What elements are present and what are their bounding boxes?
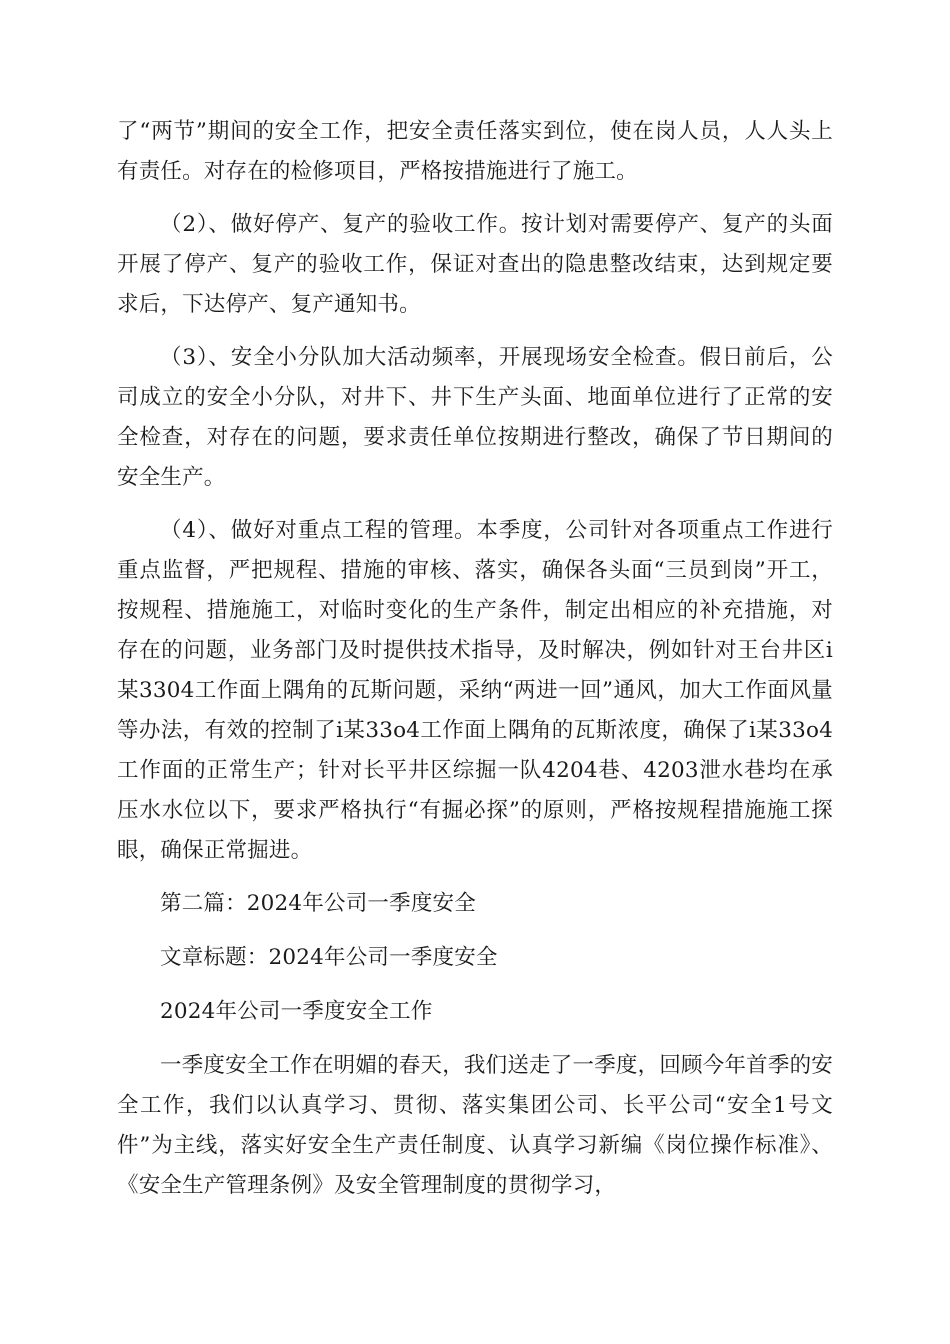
paragraph-intro: 一季度安全工作在明媚的春天，我们送走了一季度，回顾今年首季的安全工作，我们以认真学习、贯彻、落实集团公司、长平公司“安全1号文件”为主线，落实好安全生产责任制度、认真学习新编《岗位操作标准》、《安全生产管理条例》及安全管理制度的贯彻学习， [117, 1053, 833, 1198]
article-title: 文章标题：2024年公司一季度安全 [160, 945, 498, 970]
paragraph-item-3: （3）、安全小分队加大活动频率，开展现场安全检查。假日前后，公司成立的安全小分队，对井下、井下生产头面、地面单位进行了正常的安全检查，对存在的问题，要求责任单位按期进行整改，确保了节日期间的安全生产。 [117, 345, 833, 490]
paragraph-continuation: 了“两节”期间的安全工作，把安全责任落实到位，使在岗人员，人人头上有责任。对存在的检修项目，严格按措施进行了施工。 [117, 119, 833, 184]
paragraph-item-4: （4）、做好对重点工程的管理。本季度，公司针对各项重点工作进行重点监督，严把规程、措施的审核、落实，确保各头面“三员到岗”开工，按规程、措施施工，对临时变化的生产条件，制定出相应的补充措施，对存在的问题，业务部门及时提供技术指导，及时解决，例如针对王台井区i某3304工作面上隅角的瓦斯问题，采纳“两进一回”通风，加大工作面风量等办法，有效的控制了i某33o4工作面上隅角的瓦斯浓度，确保了i某33o4工作面的正常生产；针对长平井区综掘一队4204巷、4203泄水巷均在承压水水位以下，要求严格执行“有掘必探”的原则，严格按规程措施施工探眼，确保正常掘进。 [117, 518, 833, 863]
section-heading: 第二篇：2024年公司一季度安全 [160, 891, 476, 916]
document-body [117, 112, 833, 1219]
paragraph-item-2: （2）、做好停产、复产的验收工作。按计划对需要停产、复产的头面开展了停产、复产的验收工作，保证对查出的隐患整改结束，达到规定要求后，下达停产、复产通知书。 [117, 212, 833, 317]
article-subtitle: 2024年公司一季度安全工作 [160, 999, 433, 1024]
